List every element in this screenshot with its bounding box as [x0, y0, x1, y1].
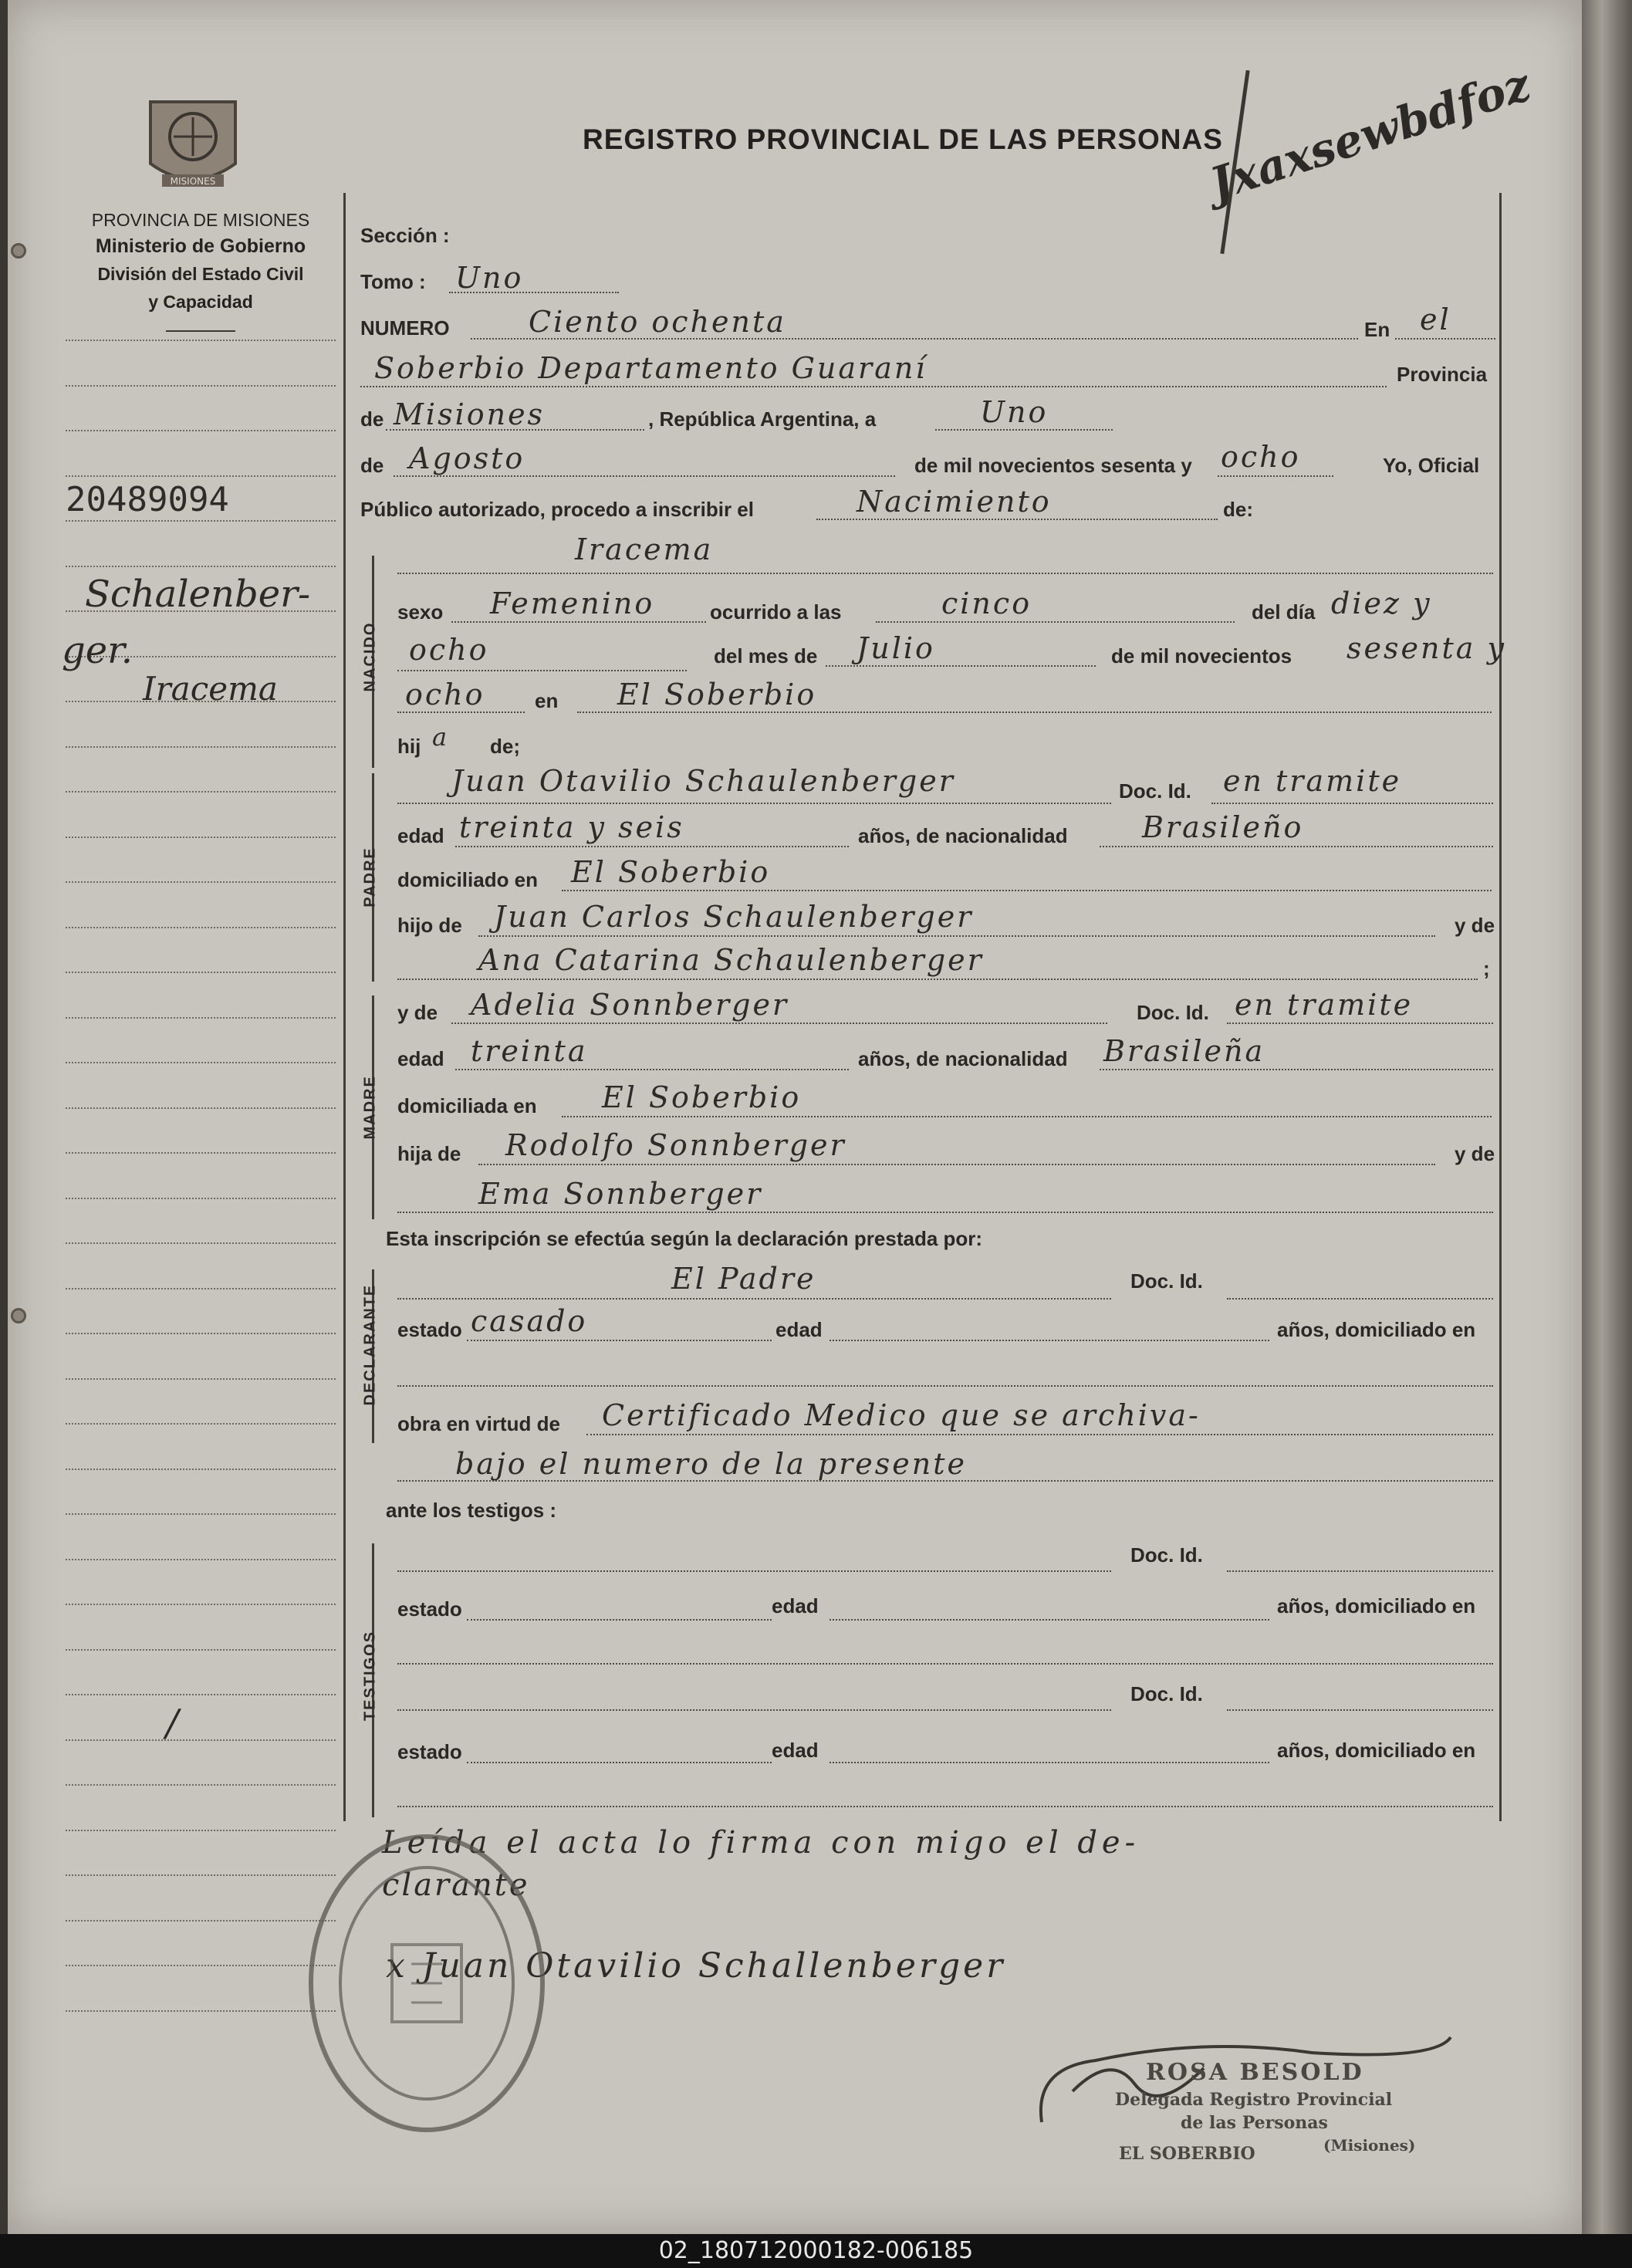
margin-ruled-line [66, 1378, 336, 1380]
numero-value: Ciento ochenta [529, 305, 786, 339]
margin-ruled-line [66, 1423, 336, 1425]
margin-ruled-line [66, 1559, 336, 1560]
binding-hole [11, 1308, 26, 1323]
padre-anos-label: años, de nacionalidad [858, 824, 1068, 847]
stamp-office: de las Personas [1181, 2113, 1328, 2133]
en-label: En [1364, 318, 1390, 341]
testigos-section-label: TESTIGOS [361, 1630, 379, 1722]
margin-ruled-line [66, 1920, 336, 1922]
mes-label: del mes de [714, 644, 818, 668]
en-line [1395, 338, 1495, 340]
madre-hija-label: hija de [397, 1142, 461, 1165]
stamp-name: ROSA BESOLD [1146, 2059, 1364, 2086]
en-born-label: en [535, 689, 559, 712]
padre-name-value: Juan Otavilio Schaulenberger [451, 764, 955, 798]
yo-oficial-label: Yo, Oficial [1383, 454, 1480, 477]
stamp-town: EL SOBERBIO [1119, 2144, 1255, 2164]
margin-ruled-line [66, 2010, 336, 2012]
tomo-label: Tomo : [360, 270, 426, 293]
testigo1-domicilio-line [397, 1663, 1493, 1665]
year-born-value: sesenta y [1346, 631, 1506, 665]
margin-ruled-line [66, 1333, 336, 1334]
madre-anos-label: años, de nacionalidad [858, 1047, 1068, 1070]
hij-value: a [432, 722, 450, 752]
madre-name-value: Adelia Sonnberger [471, 988, 789, 1022]
madre-nacionalidad-line [1100, 1069, 1493, 1070]
form-frame-right [1499, 193, 1502, 1821]
day-line [935, 429, 1113, 431]
place-line [360, 386, 1387, 387]
sexo-line [451, 621, 706, 623]
margin-ruled-line [66, 837, 336, 838]
padre-doc-line [1211, 803, 1493, 804]
testigo1-estado-line [467, 1619, 772, 1621]
sexo-value: Femenino [490, 586, 655, 620]
margin-ruled-line [66, 927, 336, 928]
year-born-value2: ocho [405, 678, 485, 711]
image-filename: 02_180712000182-006185 [658, 2237, 974, 2264]
madre-edad-label: edad [397, 1047, 444, 1070]
madre-domicilio-line [562, 1116, 1492, 1117]
closing-text-line2: clarante [382, 1867, 530, 1903]
margin-ruled-line [66, 1649, 336, 1651]
nacido-section-label: NACIDO [361, 621, 379, 692]
padre-domicilio-value: El Soberbio [571, 855, 771, 889]
de2-label: de [360, 454, 384, 477]
margin-ruled-line [66, 430, 336, 431]
seccion-label: Sección : [360, 224, 450, 247]
madre-father-line [478, 1164, 1435, 1165]
division-heading-2: y Capacidad [148, 292, 253, 312]
hij-de-label: de; [490, 735, 520, 758]
margin-ruled-line [66, 1604, 336, 1605]
padre-mother-value: Ana Catarina Schaulenberger [478, 943, 984, 977]
padre-section-label: PADRE [361, 847, 379, 908]
declarant-signature: x Juan Otavilio Schallenberger [386, 1946, 1006, 1986]
declarante-edad-line [830, 1340, 1269, 1341]
padre-nacionalidad-value: Brasileño [1142, 810, 1304, 844]
day-born-value2: ocho [409, 633, 489, 667]
padre-doc-value: en tramite [1223, 764, 1402, 798]
nacido-name-line [397, 573, 1493, 574]
nacido-name-value: Iracema [575, 532, 714, 566]
margin-ruled-line [66, 1739, 336, 1741]
image-caption-bar [0, 2234, 1632, 2268]
provincia-value: Misiones [394, 397, 546, 431]
madre-doc-line [1227, 1022, 1493, 1024]
margin-ruled-line [66, 1965, 336, 1966]
testigo1-edad-label: edad [772, 1594, 819, 1617]
year-line [1218, 475, 1333, 477]
province-heading: PROVINCIA DE MISIONES [91, 210, 310, 230]
book-spine [1582, 0, 1632, 2234]
place-born-line [577, 711, 1492, 713]
declarante-estado-label: estado [397, 1318, 462, 1341]
margin-ruled-line [66, 1784, 336, 1786]
margin-ruled-line [66, 385, 336, 387]
margin-ruled-line [66, 566, 336, 567]
margin-ruled-line [66, 1288, 336, 1289]
day-born-value: diez y [1331, 586, 1432, 620]
month-line [394, 475, 895, 477]
month-born-value: Julio [857, 631, 935, 665]
day-value: Uno [980, 395, 1049, 429]
margin-ruled-line [66, 1152, 336, 1154]
svg-text:MISIONES: MISIONES [170, 176, 216, 187]
margin-ruled-line [66, 1242, 336, 1244]
margin-ruled-line [66, 1017, 336, 1019]
testigo1-name-line [397, 1570, 1111, 1572]
padre-edad-label: edad [397, 824, 444, 847]
madre-mother-value: Ema Sonnberger [478, 1177, 763, 1211]
place-born-value: El Soberbio [617, 678, 817, 711]
madre-father-value: Rodolfo Sonnberger [505, 1128, 846, 1162]
madre-domicilio-label: domiciliada en [397, 1094, 537, 1117]
padre-yde-label: y de [1455, 914, 1495, 937]
testigo2-domicilio-line [397, 1806, 1493, 1807]
testigo2-estado-label: estado [397, 1740, 462, 1763]
madre-section-label: MADRE [361, 1075, 379, 1140]
declarante-obra-value: Certificado Medico que se archiva- [602, 1398, 1201, 1432]
testigo1-doc-label: Doc. Id. [1130, 1543, 1203, 1567]
ministry-heading: Ministerio de Gobierno [95, 235, 306, 257]
en-value: el [1420, 303, 1451, 336]
padre-hijo-label: hijo de [397, 914, 462, 937]
declarante-obra-label: obra en virtud de [397, 1412, 560, 1435]
ocurrido-label: ocurrido a las [710, 600, 842, 624]
padre-domicilio-line [562, 890, 1492, 891]
act-line [816, 519, 1218, 520]
madre-nacionalidad-value: Brasileña [1103, 1034, 1265, 1068]
closing-text-line1: Leída el acta lo firma con migo el de- [382, 1825, 1140, 1861]
publico-label: Público autorizado, procedo a inscribir el [360, 498, 754, 521]
testigo2-edad-label: edad [772, 1739, 819, 1762]
padre-edad-line [455, 846, 849, 847]
place-value: Soberbio Departamento Guaraní [374, 351, 928, 385]
declarante-name-value: El Padre [671, 1262, 816, 1296]
declarante-estado-value: casado [471, 1304, 588, 1338]
madre-mother-line [397, 1212, 1493, 1213]
testigo1-estado-label: estado [397, 1597, 462, 1621]
month-born-line [826, 665, 1096, 667]
act-value: Nacimiento [857, 485, 1052, 519]
margin-ruled-line [66, 972, 336, 973]
margin-ruled-line [66, 1874, 336, 1876]
declarante-intro: Esta inscripción se efectúa según la declaración prestada por: [386, 1227, 983, 1250]
margin-ruled-line [66, 1198, 336, 1199]
year-value: ocho [1221, 440, 1301, 474]
day-born-line2 [397, 670, 687, 671]
year-born-line2 [397, 711, 525, 713]
testigo2-edad-line [830, 1762, 1269, 1763]
top-signature: Jxaxsewbdfoz [1204, 58, 1537, 211]
testigo1-anos-label: años, domiciliado en [1277, 1594, 1476, 1617]
padre-doc-label: Doc. Id. [1119, 779, 1191, 803]
hour-line [876, 621, 1235, 623]
madre-doc-value: en tramite [1235, 988, 1414, 1022]
tomo-value: Uno [455, 261, 524, 295]
declarante-obra-value2: bajo el numero de la presente [455, 1447, 968, 1481]
testigo1-doc-line [1227, 1570, 1493, 1572]
numero-label: NUMERO [360, 316, 450, 340]
margin-name-line1: Schalenber- [85, 573, 311, 616]
testigo2-doc-line [1227, 1709, 1493, 1711]
testigos-intro: ante los testigos : [386, 1499, 557, 1522]
declarante-estado-line [467, 1340, 772, 1341]
madre-yde-label: y de [397, 1001, 438, 1024]
margin-ruled-line [66, 1469, 336, 1470]
padre-domicilio-label: domiciliado en [397, 868, 539, 891]
madre-name-line [451, 1022, 1107, 1024]
margin-ruled-line [66, 1694, 336, 1695]
republica-label: , República Argentina, a [648, 407, 877, 431]
margin-ruled-line [66, 746, 336, 748]
madre-doc-label: Doc. Id. [1137, 1001, 1209, 1024]
padre-nacionalidad-line [1100, 846, 1493, 847]
declarante-doc-line [1227, 1298, 1493, 1300]
padre-father-value: Juan Carlos Schaulenberger [494, 900, 974, 934]
margin-name-line3: Iracema [143, 670, 278, 708]
margin-ruled-line [66, 475, 336, 477]
mil-born-label: de mil novecientos [1111, 644, 1292, 668]
madre-edad-value: treinta [471, 1034, 588, 1068]
padre-father-line [478, 935, 1435, 937]
division-heading: División del Estado Civil [97, 264, 304, 284]
heading-rule [166, 330, 235, 332]
margin-number: 20489094 [66, 480, 229, 519]
madre-domicilio-value: El Soberbio [602, 1080, 802, 1114]
padre-mother-line [397, 979, 1478, 980]
month-value: Agosto [409, 441, 525, 475]
declarante-domicilio-line [397, 1385, 1493, 1387]
hour-value: cinco [941, 586, 1032, 620]
stamp-province: (Misiones) [1323, 2136, 1416, 2155]
padre-name-line [397, 803, 1111, 804]
register-title: REGISTRO PROVINCIAL DE LAS PERSONAS [583, 123, 1223, 155]
testigo2-doc-label: Doc. Id. [1130, 1682, 1203, 1705]
provincial-crest-icon [143, 94, 243, 198]
declarante-name-line [397, 1298, 1111, 1300]
padre-semicolon: ; [1483, 957, 1490, 980]
declarante-obra-line [586, 1434, 1493, 1435]
binding-hole [11, 243, 26, 259]
testigo1-edad-line [830, 1619, 1269, 1621]
margin-ruled-line [66, 340, 336, 341]
del-dia-label: del día [1252, 600, 1316, 624]
margin-name-line2: ger. [62, 629, 133, 672]
margin-ruled-line [66, 1513, 336, 1515]
padre-edad-value: treinta y seis [459, 810, 684, 844]
margin-ruled-line [66, 791, 336, 793]
declarante-doc-label: Doc. Id. [1130, 1269, 1203, 1293]
testigo2-name-line [397, 1709, 1111, 1711]
sexo-label: sexo [397, 600, 444, 624]
hij-label: hij [397, 735, 421, 758]
margin-ruled-line [66, 1062, 336, 1063]
provincia-label: Provincia [1397, 363, 1488, 386]
de3-label: de: [1223, 498, 1253, 521]
madre-yde2-label: y de [1455, 1142, 1495, 1165]
declarante-anos-label: años, domiciliado en [1277, 1318, 1476, 1341]
declarante-section-label: DECLARANTE [361, 1283, 379, 1406]
de-label: de [360, 407, 384, 431]
testigo2-estado-line [467, 1762, 772, 1763]
madre-edad-line [455, 1069, 849, 1070]
margin-mark: / [166, 1702, 179, 1745]
declarante-edad-label: edad [775, 1318, 823, 1341]
margin-ruled-line [66, 881, 336, 883]
testigo2-anos-label: años, domiciliado en [1277, 1739, 1476, 1762]
margin-ruled-line [66, 1107, 336, 1109]
official-seal-icon [303, 1829, 550, 2138]
stamp-role: Delegada Registro Provincial [1115, 2090, 1393, 2110]
mil-label: de mil novecientos sesenta y [914, 454, 1192, 477]
margin-ruled-line [66, 1830, 336, 1831]
form-frame-left [343, 193, 346, 1821]
margin-ruled-line [66, 520, 336, 522]
